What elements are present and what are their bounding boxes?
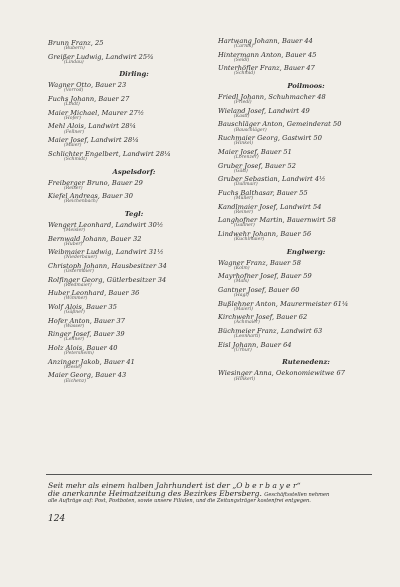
entry-farm-name: (Müller) (234, 195, 254, 201)
entry-farm-name: (Reiser) (64, 185, 83, 191)
footer-notice (48, 482, 378, 505)
entry-farm-name: (Fellner) (64, 129, 85, 135)
entry-name: Hartwang Johann, Bauer 44 (218, 37, 313, 45)
entry-farm-name: (Bubern) (64, 46, 85, 52)
list-item (218, 260, 394, 272)
entry-name: Fuchs Balthasar, Bauer 55 (218, 188, 308, 197)
list-item (48, 290, 220, 302)
list-item (48, 40, 220, 52)
entry-farm-name: (Petersheim) (64, 351, 94, 357)
entry-name: Unterhöfler Franz, Bauer 47 (218, 64, 315, 73)
entry-farm-name: (Hinkel) (234, 141, 253, 147)
entry-farm-name: (Ostermaier) (64, 269, 94, 275)
footer-line-2-main: die anerkannte Heimatzeitung des Bezirkes Ebersberg. (48, 489, 262, 499)
entry-name: Friedl Johann, Schuhmacher 48 (218, 93, 326, 102)
entry-name: Hintermann Anton, Bauer 45 (218, 50, 317, 59)
list-item (48, 359, 220, 371)
entry-name: Eisl Johann, Bauer 64 (218, 340, 292, 349)
entry-farm-name: (Mais) (234, 279, 249, 285)
entry-farm-name: (Gäßner) (64, 310, 85, 316)
entry-farm-name: (Gäsl) (234, 168, 248, 174)
entry-name: Wieland Josef, Landwirt 49 (218, 106, 310, 115)
list-item (218, 94, 394, 106)
list-item (218, 231, 394, 243)
page-number: 124 (48, 514, 66, 524)
entry-farm-name: (Dallmair) (234, 182, 258, 188)
entry-name: Fuchs Johann, Bauer 27 (48, 95, 130, 104)
entry-farm-name: (Kastl) (234, 113, 250, 119)
entry-name: Rolfinger Georg, Gütlerbesitzer 34 (48, 275, 167, 284)
left-column (48, 40, 220, 386)
entry-farm-name: (Schmid) (234, 71, 256, 77)
list-item (218, 287, 394, 299)
entry-farm-name: (Kieslé) (64, 364, 82, 370)
list-item (218, 370, 394, 382)
entry-name: Wagner Franz, Bauer 58 (218, 258, 301, 267)
list-item (48, 137, 220, 149)
entry-farm-name: (Maier) (64, 143, 82, 149)
section-heading: Tegl: (124, 209, 144, 218)
list-item (48, 318, 220, 330)
entry-name: Kirchwehr Josef, Bauer 62 (218, 313, 308, 322)
list-item (218, 149, 394, 161)
entry-farm-name: (Vorrod) (64, 88, 84, 94)
entry-name: Langhofner Martin, Bauernwirt 58 (218, 216, 336, 225)
entry-farm-name: (Schmidt) (64, 156, 87, 162)
entry-name: Brunn Franz, 25 (48, 39, 104, 47)
section-heading: Rutenedenz: (282, 358, 330, 367)
list-item (48, 249, 220, 261)
list-item (218, 204, 394, 216)
entry-farm-name: (Wasser) (64, 323, 85, 329)
list-item (48, 222, 220, 234)
list-item (48, 123, 220, 135)
list-item (48, 96, 220, 108)
entry-name: Bauschläger Anton, Gemeinderat 50 (218, 120, 342, 129)
entry-farm-name: (Riedmaier) (64, 282, 92, 288)
list-item (48, 331, 220, 343)
entry-name: Hofer Anton, Bauer 37 (48, 316, 125, 325)
list-item (48, 345, 220, 357)
entry-name: Holz Alois, Bauer 40 (48, 344, 118, 353)
entry-farm-name: (Urhur) (234, 347, 252, 353)
footer-line-2-small: Geschäftsstellen nehmen (264, 492, 330, 499)
entry-name: Freiberger Bruno, Bauer 29 (48, 178, 143, 187)
entry-farm-name: (Leonhartl) (234, 334, 261, 340)
entry-name: Wagner Otto, Bauer 23 (48, 81, 127, 90)
entry-farm-name: (Seidl) (234, 57, 250, 63)
entry-farm-name: (Lorenzer) (234, 154, 259, 160)
entry-name: Bernwald Johann, Bauer 32 (48, 234, 142, 243)
list-item (48, 236, 220, 248)
list-item (218, 108, 394, 120)
list-item (48, 263, 220, 275)
list-item (218, 163, 394, 175)
entry-farm-name: (Wimmer) (64, 296, 88, 302)
list-item (218, 38, 394, 50)
entry-name: Anzinger Jakob, Bauer 41 (48, 357, 135, 366)
list-item (218, 342, 394, 354)
entry-farm-name: (Carnik) (234, 44, 254, 50)
entry-name: Lindwehr Johann, Bauer 56 (218, 229, 312, 238)
list-item (218, 314, 394, 326)
list-item (48, 110, 220, 122)
entry-name: Christoph Johann, Hausbesitzer 34 (48, 261, 167, 270)
entry-name: Ruchmaier Georg, Gastwirt 50 (218, 134, 322, 143)
entry-farm-name: (Lindt) (64, 102, 80, 108)
entry-name: Büchmeier Franz, Landwirt 63 (218, 327, 323, 336)
entry-name: Mehl Alois, Landwirt 28¼ (48, 122, 137, 131)
entry-name: Ringer Josef, Bauer 39 (48, 330, 125, 339)
section-heading: Poilmoos: (287, 82, 325, 91)
list-item (218, 190, 394, 202)
entry-name: Maier Josef, Bauer 51 (218, 147, 292, 156)
entry-name: Huber Leonhard, Bauer 36 (48, 289, 140, 298)
entry-farm-name: (Bauschläger) (234, 127, 267, 133)
list-item (48, 372, 220, 384)
entry-name: Gruber Sebastian, Landwirt 4½ (218, 175, 326, 184)
entry-farm-name: (Reichenbach) (64, 199, 98, 205)
entry-name: Schlichter Engelbert, Landwirt 28¼ (48, 149, 171, 158)
list-item (218, 135, 394, 147)
section-heading: Englwerg: (286, 247, 326, 256)
entry-farm-name: (Kuchlmaier) (234, 237, 265, 243)
list-item (48, 180, 220, 192)
list-item (48, 54, 220, 66)
entry-farm-name: (Hinkerl) (234, 376, 256, 382)
entry-farm-name: (Friedl) (234, 100, 252, 106)
entry-name: Weibmaier Ludwig, Landwirt 31½ (48, 248, 164, 257)
list-item (48, 304, 220, 316)
footer-line-1: Seit mehr als einem halben Jahrhundert ist der „O b e r b a y e r“ (48, 481, 301, 490)
entry-name: Wolf Alois, Bauer 35 (48, 303, 118, 311)
footer-divider (46, 474, 372, 475)
section-heading: Aspelsdorf: (112, 167, 156, 176)
entry-farm-name: (Lehner) (64, 337, 85, 343)
list-item (48, 82, 220, 94)
section-heading: Dirling: (119, 70, 149, 79)
entry-farm-name: (Maierl) (234, 306, 253, 312)
entry-farm-name: (Reiner) (234, 209, 254, 215)
entry-farm-name: (Hofer) (64, 115, 81, 121)
entry-name: Gruber Josef, Bauer 52 (218, 161, 296, 170)
entry-farm-name: (Meisler) (64, 227, 86, 233)
entry-name: Maier Georg, Bauer 43 (48, 371, 127, 380)
entry-name: Bußlehner Anton, Maurermeister 61¼ (218, 299, 349, 308)
entry-name: Greißer Ludwig, Landwirt 25¾ (48, 52, 154, 61)
entry-name: Mayrhofner Josef, Bauer 59 (218, 272, 312, 281)
list-item (218, 65, 394, 77)
entry-name: Kiefel Andreas, Bauer 30 (48, 192, 134, 201)
entry-name: Maier Josef, Landwirt 28¼ (48, 136, 139, 145)
list-item (218, 176, 394, 188)
entry-farm-name: (Eichenz) (64, 378, 87, 384)
list-item (218, 217, 394, 229)
entry-farm-name: (Kolm) (234, 265, 250, 271)
entry-name: Maier Michael, Maurer 27½ (48, 108, 145, 117)
entry-name: Kandlmaier Josef, Landwirt 54 (218, 202, 322, 211)
entry-name: Wengert Leonhard, Landwirt 30½ (48, 220, 164, 229)
entry-name: Gantner Josef, Bauer 60 (218, 286, 300, 294)
entry-farm-name: (Hagl) (234, 293, 249, 299)
entry-farm-name: (Gallner) (234, 223, 255, 229)
list-item (218, 301, 394, 313)
list-item (48, 151, 220, 163)
entry-name: Wiesinger Anna, Oekonomiewitwe 67 (218, 369, 345, 378)
list-item (218, 273, 394, 285)
entry-farm-name: (Niederbauer) (64, 255, 98, 261)
list-item (218, 328, 394, 340)
list-item (218, 52, 394, 64)
list-item (48, 277, 220, 289)
entry-farm-name: (Achmaier) (234, 320, 260, 326)
entry-farm-name: (Lindau) (64, 59, 84, 65)
list-item (218, 121, 394, 133)
list-item (48, 193, 220, 205)
entry-farm-name: (Huber) (64, 241, 83, 247)
right-column (218, 38, 394, 384)
footer-line-3: alle Aufträge auf: Post, Postboten, sowie unsere Filialen, und die Zeitungsträger kostenfrei entgegen. (48, 497, 311, 504)
